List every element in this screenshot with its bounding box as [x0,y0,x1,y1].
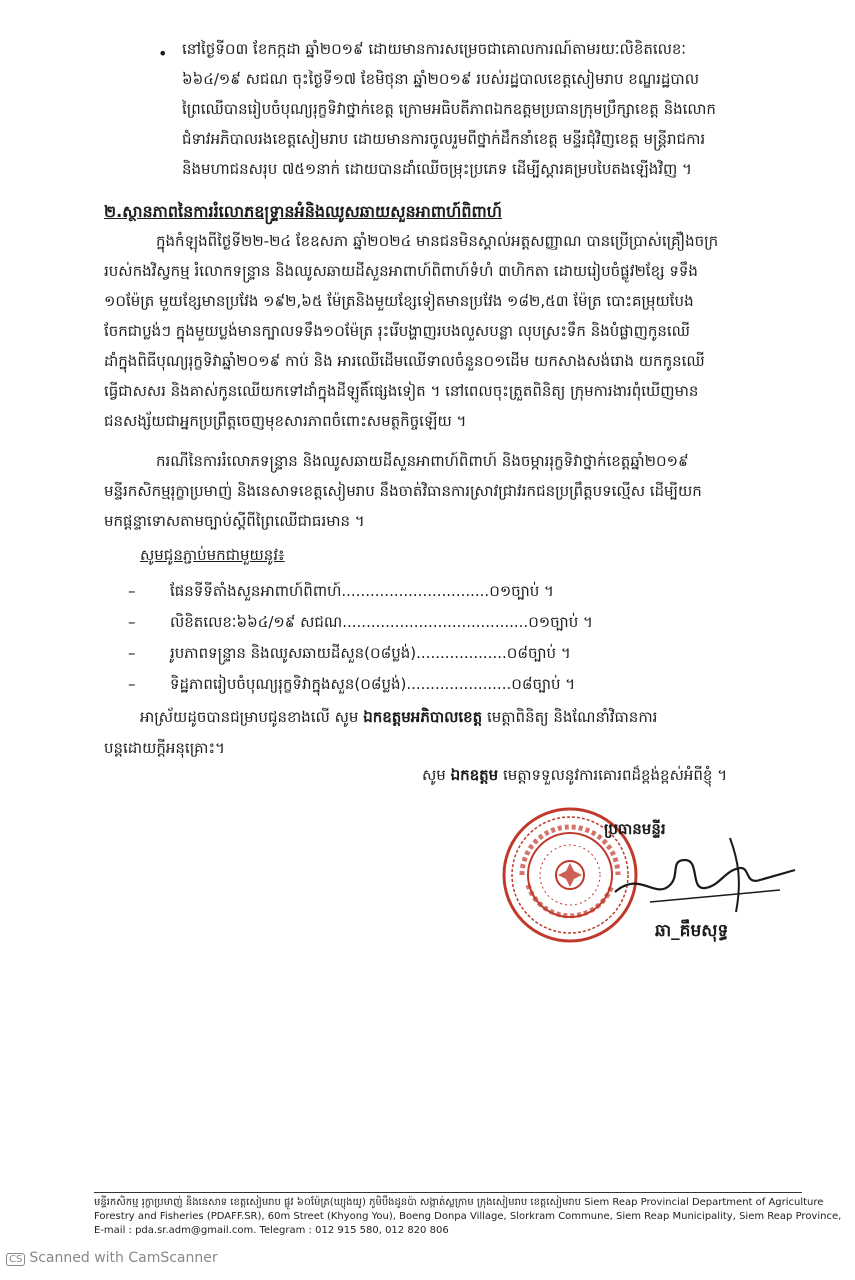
attachments-list [128,576,593,700]
footer-line: មន្ទីរកសិកម្ម រុក្ខាប្រមាញ់ និងនេសាទ ខេត្តសៀមរាប ផ្លូវ ៦០ម៉ែត្រ(ឃ្យុងយូ) ភូមិបឹងដូនប៉ា សង្កាត់ស្លក្រាម ក្រុងសៀមរាប ខេត្តសៀមរាប Siem Reap Provincial Department of Agriculture [94,1197,824,1208]
paragraph-line: ដាំក្នុងពិធីបុណ្យរុក្ខទិវាឆ្នាំ២០១៩ កាប់ និង អារឈើដើមឈើទាលចំនួន០១ដើម យកសាងសង់រោង យកកូនឈើ [104,352,705,370]
letterhead-footer [94,1196,841,1238]
attachment-text: រូបភាពទន្រ្ទាន និងឈូសឆាយដីសួន(០៨ប្លង់)...................០៨ច្បាប់ ។ [170,644,571,662]
closing-paragraph [104,702,657,764]
handwritten-signature [610,830,800,920]
paragraph-line: និងមហាជនសរុប ៧៥១នាក់ ដោយបានដាំឈើចម្រុះប្រភេទ ដើម្បីស្តារគម្របបៃតងឡើងវិញ ។ [182,160,692,178]
bullet-paragraph [182,34,802,184]
bullet-marker: • [158,44,168,63]
paragraph-line: ជនសង្ស័យជាអ្នកប្រព្រឹត្តចេញមុខសារភាពចំពោះសមត្ថកិច្ចឡើយ ។ [104,412,467,430]
attachment-text: លិខិតលេខៈ៦៦៤/១៩ សជណ.......................................០១ច្បាប់ ។ [170,613,593,631]
camscanner-logo-icon: CS [6,1253,25,1266]
closing-text: មេត្តាពិនិត្យ និងណែនាំវិធានការ [482,708,658,726]
paragraph-line: នៅថ្ងៃទី០៣ ខែកក្កដា ឆ្នាំ២០១៩ ដោយមានការសម្រេចជាគោលការណ៍តាមរយៈលិខិតលេខៈ [182,40,687,58]
paragraph-line: របស់កងវិស្វកម្ម រំលោកទន្រ្ទាន និងឈូសឆាយដីសួនអាពាហ៍ពិពាហ៍ទំហំ ៣ហិកតា ដោយរៀបចំផ្លូវ២ខ្សែ ទទឹង [104,262,698,280]
list-item: – ផែនទីទីតាំងសួនអាពាហ៍ពិពាហ៍...............................០១ច្បាប់ ។ [128,582,554,600]
paragraph-line: មន្ទីរកសិកម្មរុក្ខាប្រមាញ់ និងនេសាទខេត្តសៀមរាប នឹងចាត់វិធានការស្រាវជ្រាវរកជនប្រព្រឹត្តបទល្មើស ដើម្បីយក [104,482,702,500]
paragraph-line: មកផ្តន្ទាទោសតាមច្បាប់ស្តីពីព្រៃឈើជាធរមាន ។ [104,512,365,530]
footer-line: E-mail : pda.sr.adm@gmail.com. Telegram : 012 915 580, 012 820 806 [94,1225,449,1236]
closing-text: បន្តដោយក្តីអនុគ្រោះ។ [104,739,225,757]
list-item: – ទិដ្ឋភាពរៀបចំបុណ្យរុក្ខទិវាក្នុងសួន(០៨ប្លង់)......................០៨ច្បាប់ ។ [128,675,576,693]
list-item: – លិខិតលេខៈ៦៦៤/១៩ សជណ.......................................០១ច្បាប់ ។ [128,613,593,631]
body-paragraph [104,446,804,536]
attachment-text: ផែនទីទីតាំងសួនអាពាហ៍ពិពាហ៍...............................០១ច្បាប់ ។ [170,582,554,600]
paragraph-line: ព្រៃឈើបានរៀបចំបុណ្យរុក្ខទិវាថ្នាក់ខេត្ត ក្រោមអធិបតីភាពឯកឧត្តមប្រធានក្រុមប្រឹក្សាខេត្ត និងលោក [182,100,716,118]
attachment-text: ទិដ្ឋភាពរៀបចំបុណ្យរុក្ខទិវាក្នុងសួន(០៨ប្លង់)......................០៨ច្បាប់ ។ [170,675,576,693]
paragraph-line: ៦៦៤/១៩ សជណ ចុះថ្ងៃទី១៧ ខែមិថុនា ឆ្នាំ២០១៩ របស់រដ្ឋបាលខេត្តសៀមរាប ខណ្ឌរដ្ឋបាល [182,70,699,88]
paragraph-line: ករណីនៃការរំលោភទន្រ្ទាន និងឈូសឆាយដីសួនអាពាហ៍ពិពាហ៍ និងចម្ការរុក្ខទិវាថ្នាក់ខេត្តឆ្នាំ២០១៩ [156,452,689,470]
respect-text: មេត្តាទទួលនូវការគោរពដ៏ខ្ពង់ខ្ពស់អំពីខ្ញុំ ។ [498,766,728,784]
footer-divider [94,1192,802,1193]
signatory-title: ប្រធានមន្ទីរ [604,820,666,838]
watermark-text: Scanned with CamScanner [29,1250,218,1266]
paragraph-line: ធ្វើជាសសរ និងគាស់កូនឈើយកទៅដាំក្នុងដីឡូតិ៍ផ្សេងទៀត ។ នៅពេលចុះត្រួតពិនិត្យ ក្រុមការងារពុំឃើញមាន [104,382,699,400]
footer-line: Forestry and Fisheries (PDAFF.SR), 60m Street (Khyong You), Boeng Donpa Village, Slorkram Commune, Siem Reap Municipality, Siem Reap Province, [94,1211,842,1222]
section-heading: ២.ស្ថានភាពនៃការរំលោភឧទ្រ្ទានអំនិងឈូសឆាយសួនអាពាហ៍ពិពាហ៍ [104,202,502,221]
scanner-watermark [6,1250,218,1266]
paragraph-line: ១០ម៉ែត្រ មួយខ្សែមានប្រវែង ១៩២,៦៥ ម៉ែត្រនិងមួយខ្សែទៀតមានប្រវែង ១៨២,៥៣ ម៉ែត្រ បោះគម្រុយបែង [104,292,694,310]
closing-recipient: ឯកឧត្តមអភិបាលខេត្ត [363,708,483,726]
list-item: – រូបភាពទន្រ្ទាន និងឈូសឆាយដីសួន(០៨ប្លង់)...................០៨ច្បាប់ ។ [128,644,571,662]
respect-text: សូម [422,766,451,784]
respect-line [422,760,727,790]
attachments-title: សូមជូនភ្ជាប់មកជាមួយនូវ៖ [140,546,285,564]
paragraph-line: ជំទាវអភិបាលរងខេត្តសៀមរាប ដោយមានការចូលរួមពីថ្នាក់ដឹកនាំខេត្ត មន្ទីរជុំវិញខេត្ត មន្ត្រីរាជការ [182,130,706,148]
respect-recipient: ឯកឧត្តម [450,766,499,784]
paragraph-line: ក្នុងកំឡុងពីថ្ងៃទី២២-២៤ ខែឧសភា ឆ្នាំ២០២៤ មានជនមិនស្គាល់អត្តសញ្ញាណ បានប្រើប្រាស់គ្រឿងចក្រ [156,232,719,250]
paragraph-line: ចែកជាប្លង់ៗ ក្នុងមួយប្លង់មានក្បាលទទឹង១០ម៉ែត្រ រុះរើបង្ហាញរបងលួសបន្លា លុបស្រះទឹក និងបំផ្លាញកូនឈើ [104,322,690,340]
signatory-name: ឆា_គឹមសុទ្ធ [655,921,729,941]
body-paragraph [104,226,804,436]
closing-text: អាស្រ័យដូចបានជម្រាបជូនខាងលើ សូម [140,708,364,726]
